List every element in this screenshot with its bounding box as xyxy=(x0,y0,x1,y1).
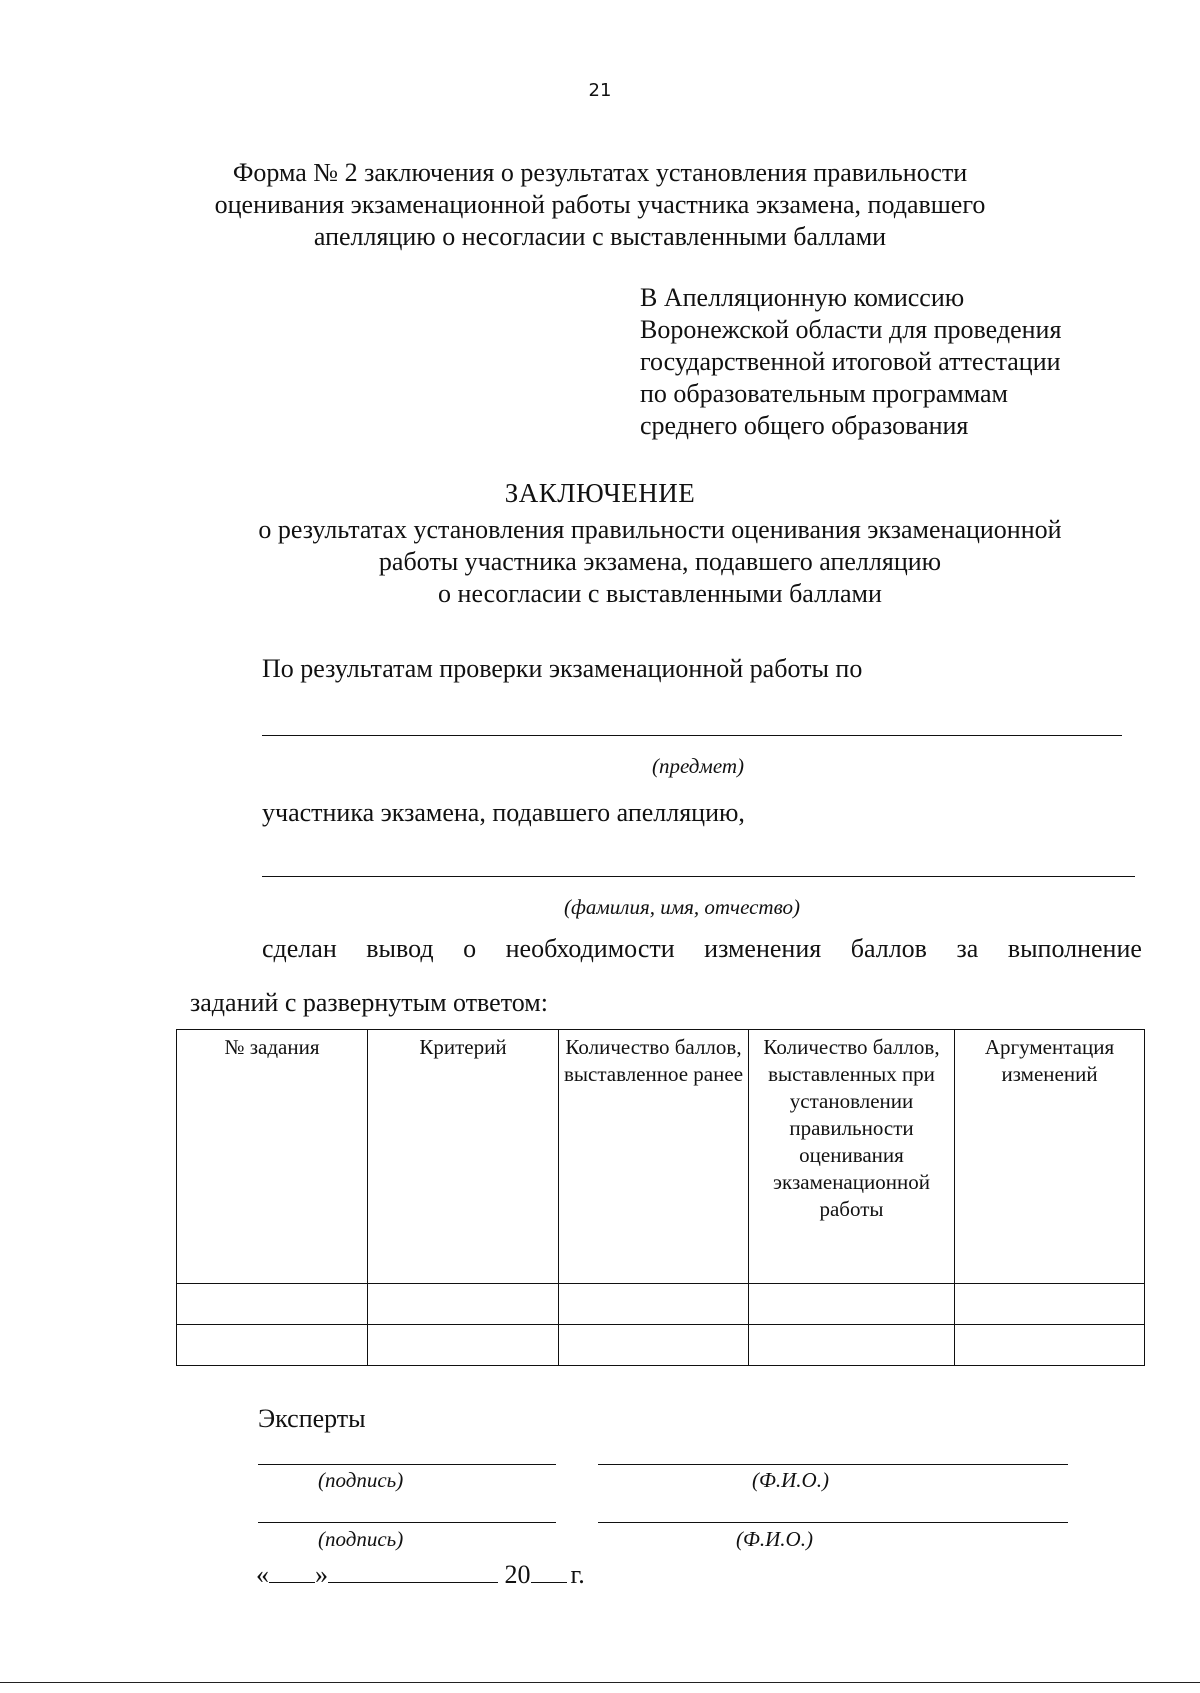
date-line xyxy=(256,1560,585,1590)
addressee-line: Воронежской области для проведения xyxy=(640,315,1062,344)
table-cell[interactable] xyxy=(559,1284,749,1325)
date-month-field[interactable] xyxy=(328,1560,498,1583)
name-caption: (фамилия, имя, отчество) xyxy=(564,895,800,919)
table-cell[interactable] xyxy=(749,1325,955,1366)
conclusion-subtitle-line: о несогласии с выставленными баллами xyxy=(438,579,882,608)
name-field-line[interactable] xyxy=(262,876,1135,877)
table-header-row xyxy=(177,1030,1145,1284)
table-cell[interactable] xyxy=(368,1325,559,1366)
table-cell[interactable] xyxy=(559,1325,749,1366)
statement-word: необходимости xyxy=(505,934,675,963)
statement-word: изменения xyxy=(704,934,822,963)
subject-field-line[interactable] xyxy=(262,735,1122,736)
conclusion-subtitle-line: о результатах установления правильности оценивания экзаменационной xyxy=(258,515,1062,544)
expert2-fio-line[interactable] xyxy=(598,1522,1068,1523)
expert1-signature-line[interactable] xyxy=(258,1464,556,1465)
expert2-signature-line[interactable] xyxy=(258,1522,556,1523)
form-title-line: Форма № 2 заключения о результатах установления правильности xyxy=(232,158,968,187)
statement-word: баллов xyxy=(850,934,927,963)
table-cell[interactable] xyxy=(177,1325,368,1366)
conclusion-subtitle-line: работы участника экзамена, подавшего апелляцию xyxy=(378,547,942,576)
table-cell[interactable] xyxy=(749,1284,955,1325)
header-task-number: № задания xyxy=(177,1030,368,1284)
form-title xyxy=(150,157,1050,253)
date-close-quote: » xyxy=(315,1560,328,1589)
expert1-signature-caption: (подпись) xyxy=(318,1468,404,1492)
tasks-intro-text: заданий с развернутым ответом: xyxy=(190,988,548,1017)
statement-word: выполнение xyxy=(1007,934,1142,963)
subject-caption: (предмет) xyxy=(652,754,745,778)
results-intro-text: По результатам проверки экзаменационной работы по xyxy=(262,654,863,683)
statement-word: за xyxy=(956,934,979,963)
experts-label: Эксперты xyxy=(258,1404,366,1433)
table-cell[interactable] xyxy=(177,1284,368,1325)
conclusion-statement xyxy=(262,934,1142,964)
expert1-fio-line[interactable] xyxy=(598,1464,1068,1465)
expert1-fio-caption: (Ф.И.О.) xyxy=(752,1468,829,1492)
header-argumentation: Аргументация изменений xyxy=(955,1030,1145,1284)
date-open-quote: « xyxy=(256,1560,269,1589)
table-cell[interactable] xyxy=(955,1284,1145,1325)
conclusion-title: ЗАКЛЮЧЕНИЕ xyxy=(504,478,696,508)
table-row xyxy=(177,1325,1145,1366)
expert2-signature-caption: (подпись) xyxy=(318,1527,404,1551)
date-year-field[interactable] xyxy=(531,1560,567,1583)
bottom-rule xyxy=(0,1682,1200,1683)
addressee-line: по образовательным программам xyxy=(640,379,1009,408)
statement-word: вывод xyxy=(366,934,434,963)
conclusion-subtitle xyxy=(150,514,1170,610)
table-cell[interactable] xyxy=(955,1325,1145,1366)
expert2-fio-caption: (Ф.И.О.) xyxy=(736,1527,813,1551)
header-new-score: Количество баллов, выставленных при установлении правильности оценивания экзаменационной работы xyxy=(749,1030,955,1284)
form-title-line: апелляцию о несогласии с выставленными баллами xyxy=(313,222,887,251)
table-row xyxy=(177,1284,1145,1325)
page-number: 21 xyxy=(588,80,612,101)
participant-text: участника экзамена, подавшего апелляцию, xyxy=(262,798,745,827)
header-criterion: Критерий xyxy=(368,1030,559,1284)
header-previous-score: Количество баллов, выставленное ранее xyxy=(559,1030,749,1284)
scores-table xyxy=(176,1029,1145,1366)
statement-word: о xyxy=(463,934,477,963)
table-cell[interactable] xyxy=(368,1284,559,1325)
statement-word: сделан xyxy=(262,934,337,963)
addressee-line: среднего общего образования xyxy=(640,411,969,440)
date-year-prefix: 20 xyxy=(504,1560,531,1589)
addressee-line: государственной итоговой аттестации xyxy=(640,347,1061,376)
date-year-suffix: г. xyxy=(570,1560,585,1589)
addressee-block xyxy=(640,282,1061,442)
date-day-field[interactable] xyxy=(269,1560,315,1583)
addressee-line: В Апелляционную комиссию xyxy=(640,283,965,312)
form-title-line: оценивания экзаменационной работы участника экзамена, подавшего xyxy=(214,190,986,219)
